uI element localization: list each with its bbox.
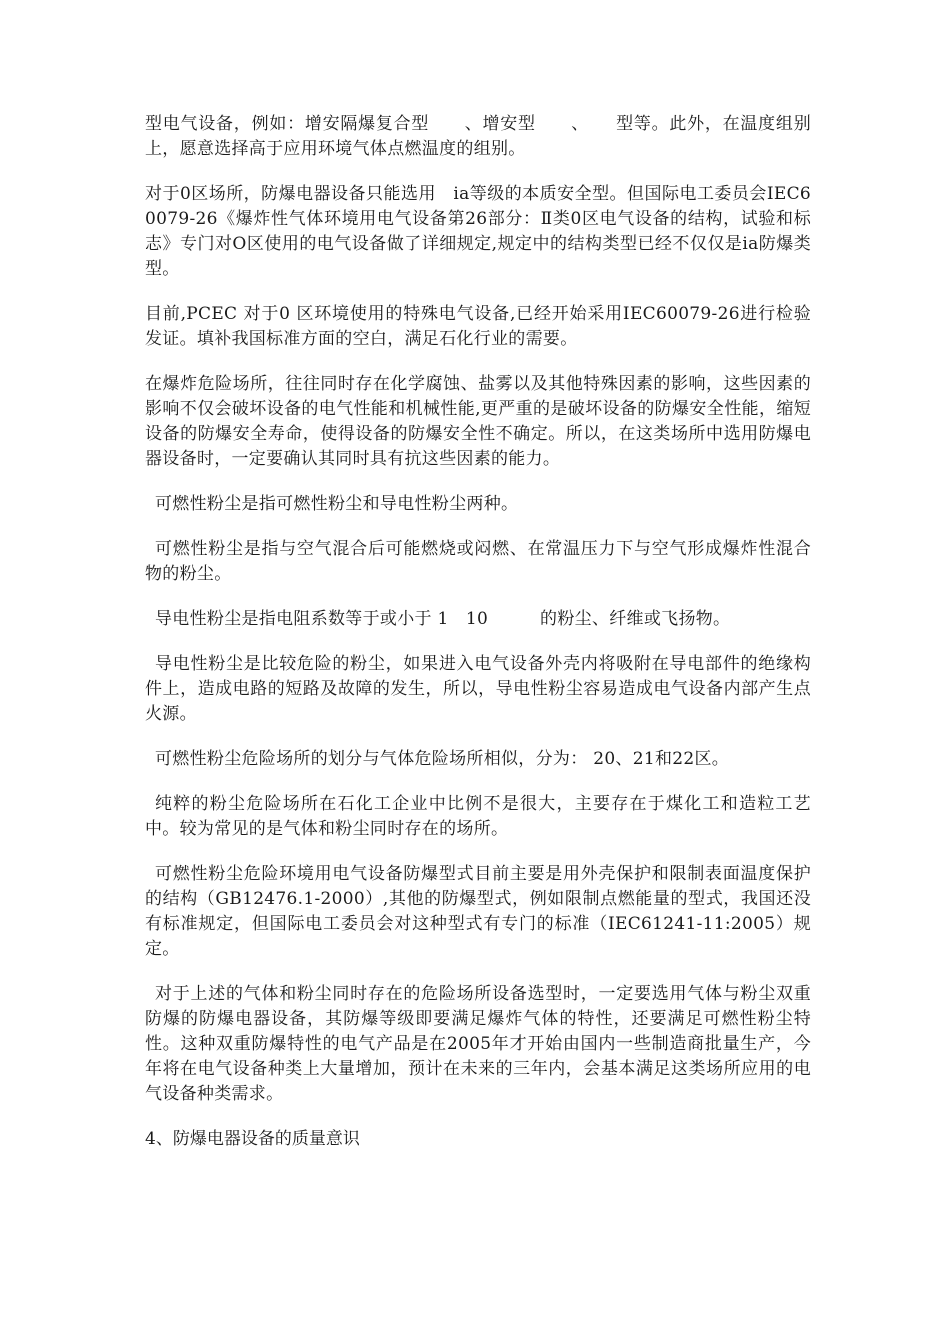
- paragraph-zone-0-equipment: 对于0区场所，防爆电器设备只能选用 ia等级的本质安全型。但国际电工委员会IEC60079-26《爆炸性气体环境用电气设备第26部分：Ⅱ类0区电气设备的结构，试验和标志》专门对O区使用的电气设备做了详细规定,规定中的结构类型已经不仅仅是ia防爆类型。: [145, 184, 811, 279]
- section-heading: 4、防爆电器设备的质量意识: [145, 1129, 360, 1149]
- paragraph-explosion-proof-types: 型电气设备，例如：增安隔爆复合型 、增安型 、 型等。此外，在温度组别上，愿意选择高于应用环境气体点燃温度的组别。: [145, 114, 811, 159]
- paragraph-dust-protection-types: 可燃性粉尘危险环境用电气设备防爆型式目前主要是用外壳保护和限制表面温度保护的结构（GB12476.1-2000）,其他的防爆型式，例如限制点燃能量的型式，我国还没有标准规定，但国际电工委员会对这种型式有专门的标准（IEC61241-11:2005）规定。: [145, 864, 811, 959]
- paragraph-dust-types: 可燃性粉尘是指可燃性粉尘和导电性粉尘两种。: [155, 494, 519, 514]
- paragraph-dual-protection: 对于上述的气体和粉尘同时存在的危险场所设备选型时，一定要选用气体与粉尘双重防爆的防爆电器设备，其防爆等级即要满足爆炸气体的特性，还要满足可燃性粉尘特性。这种双重防爆特性的电气产品是在2005年才开始由国内一些制造商批量生产，今年将在电气设备种类上大量增加，预计在未来的三年内，会基本满足这类场所应用的电气设备种类需求。: [145, 984, 811, 1104]
- paragraph-conductive-dust-danger: 导电性粉尘是比较危险的粉尘，如果进入电气设备外壳内将吸附在导电部件的绝缘构件上，造成电路的短路及故障的发生，所以，导电性粉尘容易造成电气设备内部产生点火源。: [145, 654, 811, 724]
- document-page: [145, 112, 811, 1152]
- paragraph-pure-dust-areas: 纯粹的粉尘危险场所在石化工企业中比例不是很大，主要存在于煤化工和造粒工艺中。较为常见的是气体和粉尘同时存在的场所。: [145, 794, 811, 839]
- paragraph-conductive-dust-definition: 导电性粉尘是指电阻系数等于或小于 1 10 的粉尘、纤维或飞扬物。: [155, 609, 731, 629]
- paragraph-corrosion-factors: 在爆炸危险场所，往往同时存在化学腐蚀、盐雾以及其他特殊因素的影响，这些因素的影响不仅会破坏设备的电气性能和机械性能,更严重的是破坏设备的防爆安全性能，缩短设备的防爆安全寿命，使得设备的防爆安全性不确定。所以，在这类场所中选用防爆电器设备时，一定要确认其同时具有抗这些因素的能力。: [145, 374, 811, 469]
- paragraph-dust-zones: 可燃性粉尘危险场所的划分与气体危险场所相似，分为： 20、21和22区。: [155, 749, 730, 769]
- paragraph-pcec-certification: 目前,PCEC 对于0 区环境使用的特殊电气设备,已经开始采用IEC60079-26进行检验发证。填补我国标准方面的空白，满足石化行业的需要。: [145, 304, 811, 349]
- paragraph-combustible-dust: 可燃性粉尘是指与空气混合后可能燃烧或闷燃、在常温压力下与空气形成爆炸性混合物的粉尘。: [145, 539, 811, 584]
